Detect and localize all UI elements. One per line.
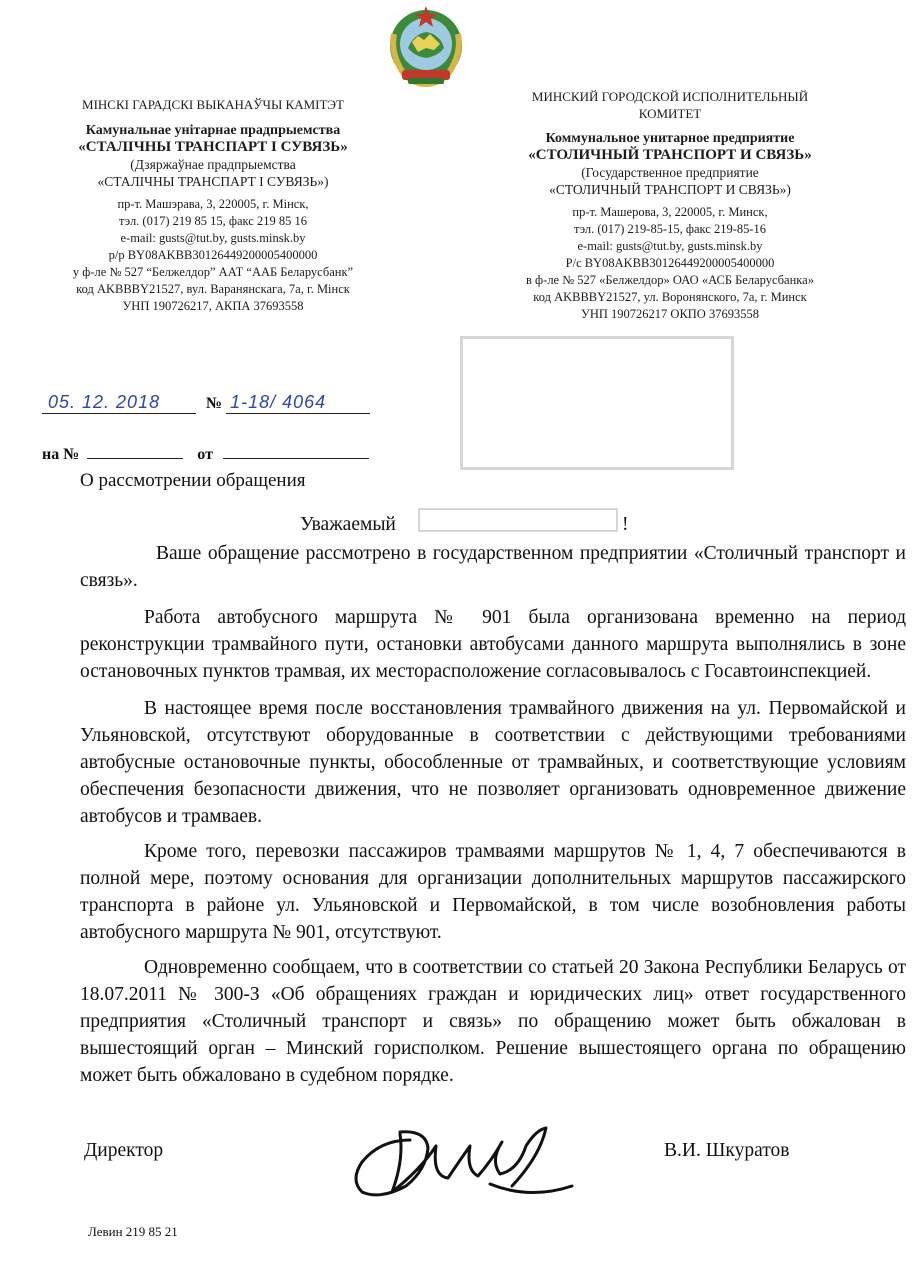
right-phone: тэл. (017) 219-85-15, факс 219-85-16 xyxy=(573,222,767,236)
left-alt-type: (Дзяржаўнае прадпрыемства xyxy=(130,157,296,172)
redacted-recipient-block xyxy=(460,336,734,470)
right-email: e-mail: gusts@tut.by, gusts.minsk.by xyxy=(577,239,763,253)
signatory-name: В.И. Шкуратов xyxy=(664,1140,790,1161)
right-bank-code: код AKBBBY21527, ул. Воронянского, 7а, г. Минск xyxy=(533,290,807,304)
reference-line xyxy=(42,444,382,468)
reference-number-label: на № xyxy=(42,446,80,463)
right-committee-line1: МИНСКИЙ ГОРОДСКОЙ ИСПОЛНИТЕЛЬНЫЙ xyxy=(531,89,809,104)
left-alt-name: «СТАЛІЧНЫ ТРАНСПАРТ І СУВЯЗЬ») xyxy=(97,174,329,189)
right-org-name: «СТОЛИЧНЫЙ ТРАНСПОРТ И СВЯЗЬ» xyxy=(528,147,812,163)
paragraph-5: Одновременно сообщаем, что в соответствии со статьей 20 Закона Республики Беларусь от 18.07.2011 № 300-З «Об обращениях граждан и юридических лиц» ответ государственного предприятия «Столичный транспорт и связь» по обращению может быть обжалован в вышестоящий орган – Минский горисполком. Решение вышестоящего органа по обращению может быть обжаловано в судебном порядке. xyxy=(80,957,906,1086)
registration-line xyxy=(42,392,382,420)
left-bank-code: код AKBBBY21527, вул. Варанянскага, 7а, г. Мінск xyxy=(76,282,350,296)
paragraph-4: Кроме того, перевозки пассажиров трамваями маршрутов № 1, 4, 7 обеспечиваются в полной мере, поэтому основания для организации дополнительных маршрутов пассажирского транспорта в районе ул. Ульяновской и Первомайской, в том числе возобновления работы автобусного маршрута № 901, отсутствуют. xyxy=(80,841,906,943)
left-phone: тэл. (017) 219 85 15, факс 219 85 16 xyxy=(119,214,307,228)
reference-number-field xyxy=(87,444,183,459)
greeting-suffix: ! xyxy=(622,514,629,535)
right-account: Р/с BY08AKBB30126449200005400000 xyxy=(565,256,775,270)
greeting-prefix: Уважаемый xyxy=(300,514,396,535)
reference-date-label: от xyxy=(197,446,213,463)
signature-title: Директор xyxy=(84,1140,164,1161)
right-address: пр-т. Машерова, 3, 220005, г. Минск, xyxy=(572,205,768,219)
outgoing-date: 05. 12. 2018 xyxy=(42,392,196,414)
executor-footer: Левин 219 85 21 xyxy=(88,1224,178,1239)
left-org-name: «СТАЛІЧНЫ ТРАНСПАРТ І СУВЯЗЬ» xyxy=(78,139,348,155)
right-bank: в ф-ле № 527 «Белжелдор» ОАО «АСБ Беларусбанка» xyxy=(526,273,814,287)
right-org-type: Коммунальное унитарное предприятие xyxy=(545,131,795,146)
redacted-recipient-name xyxy=(418,508,618,532)
subject-line: О рассмотрении обращения xyxy=(80,470,306,491)
paragraph-1: Ваше обращение рассмотрено в государственном предприятии «Столичный транспорт и связь». xyxy=(80,543,906,591)
outgoing-number-label: № xyxy=(206,395,223,412)
letter-body xyxy=(80,540,906,1089)
left-committee: МІНСКІ ГАРАДСКІ ВЫКАНАЎЧЫ КАМІТЭТ xyxy=(82,97,344,112)
left-bank: у ф-ле № 527 “Белжелдор” ААТ “ААБ Беларусбанк” xyxy=(72,265,354,279)
left-email: e-mail: gusts@tut.by, gusts.minsk.by xyxy=(120,231,306,245)
right-unp: УНП 190726217 ОКПО 37693558 xyxy=(581,307,759,321)
outgoing-number: 1-18/ 4064 xyxy=(226,392,370,414)
left-org-type: Камунальнае унітарнае прадпрыемства xyxy=(85,123,341,138)
state-emblem xyxy=(384,4,468,92)
paragraph-2: Работа автобусного маршрута № 901 была организована временно на период реконструкции трамвайного пути, остановки автобусами данного маршрута выполнялись в зоне остановочных пунктов трамвая, их месторасположение согласовывалось с Госавтоинспекцией. xyxy=(80,607,906,682)
right-header xyxy=(470,88,870,323)
handwritten-signature xyxy=(340,1100,580,1210)
left-account: р/р BY08AKBB30126449200005400000 xyxy=(108,248,318,262)
right-alt-type: (Государственное предприятие xyxy=(581,165,759,180)
left-unp: УНП 190726217, АКПА 37693558 xyxy=(122,299,304,313)
paragraph-3: В настоящее время после восстановления трамвайного движения на ул. Первомайской и Ульяновской, отсутствуют оборудованные в соответствии с действующими требованиями автобусные остановочные пункты, обособленные от трамвайных, и соответствующие условиям обеспечения безопасности движения, что не позволяет организовать одновременное движение автобусов и трамваев. xyxy=(80,698,906,827)
reference-date-field xyxy=(223,444,369,459)
left-address: пр-т. Машэрава, 3, 220005, г. Мінск, xyxy=(117,197,309,211)
left-header xyxy=(28,96,398,315)
right-committee-line2: КОМИТЕТ xyxy=(638,106,702,121)
right-alt-name: «СТОЛИЧНЫЙ ТРАНСПОРТ И СВЯЗЬ») xyxy=(549,182,791,197)
